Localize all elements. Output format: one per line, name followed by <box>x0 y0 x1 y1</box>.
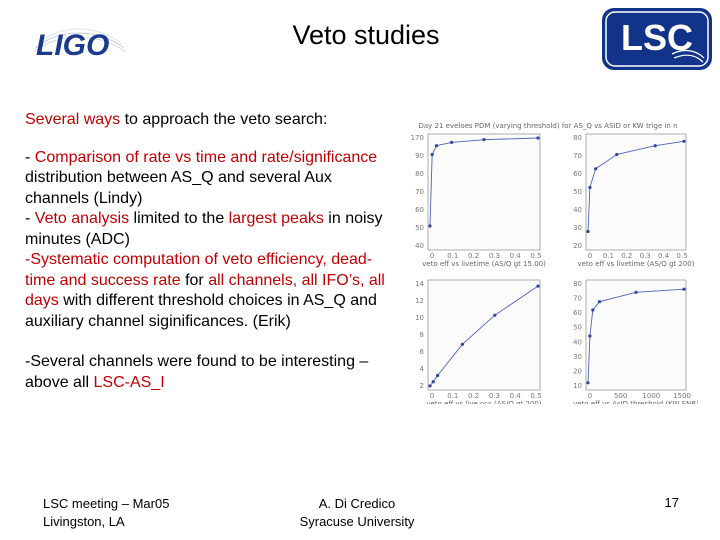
y-tick-label: 90 <box>415 152 424 160</box>
text-segment: Veto analysis <box>34 210 130 227</box>
y-tick-label: 4 <box>419 365 424 373</box>
veto-curve-point <box>428 224 431 227</box>
veto-curve-point <box>586 230 589 233</box>
x-tick-label: 0.2 <box>468 252 480 260</box>
x-tick-label: 1000 <box>642 392 661 400</box>
veto-curve-point <box>588 334 591 337</box>
text-segment: to approach the veto search: <box>120 111 328 128</box>
plot-frame <box>428 134 540 250</box>
bullet-systematic-computation <box>25 250 395 332</box>
y-tick-label: 30 <box>573 224 582 232</box>
y-tick-label: 50 <box>573 188 582 196</box>
veto-curve-point <box>450 141 453 144</box>
bullet-veto-analysis <box>25 209 395 250</box>
y-tick-label: 50 <box>415 224 424 232</box>
veto-curve-point <box>588 186 591 189</box>
text-segment: with different threshold choices in AS_Q and auxiliary channel siginificances. (Erik) <box>25 292 377 330</box>
y-tick-label: 60 <box>573 309 582 318</box>
text-segment: largest peaks <box>228 210 324 227</box>
x-tick-label: 0.3 <box>488 392 500 400</box>
x-tick-label: 0.1 <box>447 392 459 400</box>
x-tick-label: 0.3 <box>639 252 651 260</box>
x-tick-label: 0.2 <box>468 392 480 400</box>
veto-curve-point <box>594 167 597 170</box>
ligo-logo-text: LIGO <box>36 29 110 62</box>
slide-title: Veto studies <box>292 20 440 50</box>
x-tick-label: 0 <box>587 252 593 260</box>
x-tick-label: 0.5 <box>530 392 542 400</box>
y-tick-label: 60 <box>573 170 582 178</box>
veto-curve-point <box>682 140 685 143</box>
y-tick-label: 20 <box>573 367 582 376</box>
text-segment: limited to the <box>129 210 229 227</box>
text-segment: LSC-AS_I <box>93 373 165 391</box>
text-segment: all channels, all IFO’s, all days <box>25 271 385 309</box>
footer-meeting-info <box>43 495 169 531</box>
veto-curve-point <box>598 300 601 303</box>
y-tick-label: 50 <box>573 323 582 332</box>
text-segment: for <box>180 271 209 289</box>
text-segment: Comparison of rate vs time and rate/significance <box>34 148 378 166</box>
x-tick-label: 0 <box>587 392 593 400</box>
text-segment: Several ways <box>25 111 121 128</box>
y-tick-label: 6 <box>419 348 424 356</box>
footer-meeting: LSC meeting – Mar05 <box>43 496 170 511</box>
plot-panel-1 <box>411 134 546 268</box>
y-tick-label: 8 <box>419 331 424 339</box>
y-tick-label: 70 <box>573 294 582 303</box>
plot-frame <box>586 134 686 250</box>
veto-curve-point <box>431 153 434 156</box>
plot-frame <box>586 280 686 390</box>
veto-curve-point <box>536 136 539 139</box>
veto-curve-point <box>461 343 464 346</box>
x-axis-label: veto eff vs livetime (AS/Q gt 200) <box>577 260 695 268</box>
veto-curve-point <box>682 288 685 291</box>
plot-panel-3 <box>415 280 542 404</box>
y-tick-label: 80 <box>573 280 582 288</box>
x-axis-label: veto eff vs live ocs (AS/Q gt 200) <box>426 400 542 404</box>
slide-body <box>25 110 395 393</box>
y-tick-label: 80 <box>573 134 582 142</box>
veto-curve-point <box>586 381 589 384</box>
x-tick-label: 0.5 <box>530 252 542 260</box>
y-tick-label: 80 <box>415 170 424 178</box>
footer-location: Livingston, LA <box>43 514 125 529</box>
intro-line <box>25 110 395 131</box>
plot-panel-2 <box>573 134 695 268</box>
y-tick-label: 20 <box>573 242 582 250</box>
x-tick-label: 0.3 <box>488 252 500 260</box>
bullet-comparison <box>25 148 395 210</box>
veto-curve-point <box>432 380 435 383</box>
conclusion-line <box>25 352 395 393</box>
veto-curve-point <box>436 374 439 377</box>
y-tick-label: 30 <box>573 352 582 361</box>
veto-curve-point <box>654 144 657 147</box>
y-tick-label: 170 <box>410 134 424 142</box>
x-tick-label: 0.2 <box>621 252 633 260</box>
plot-panel-4 <box>573 280 698 404</box>
x-tick-label: 0.4 <box>658 252 670 260</box>
footer-author: A. Di Credico <box>318 496 396 511</box>
veto-curve-point <box>493 314 496 317</box>
x-tick-label: 0 <box>429 252 435 260</box>
lsc-logo-text: LSC <box>621 17 693 58</box>
y-tick-label: 14 <box>415 280 424 288</box>
veto-curve-point <box>435 144 438 147</box>
text-segment: - <box>25 210 35 227</box>
x-tick-label: 0.1 <box>602 252 614 260</box>
footer-author-info <box>280 495 434 531</box>
veto-curve-point <box>536 284 539 287</box>
text-segment: -Several channels were found to be interesting – above all <box>25 353 369 391</box>
y-tick-label: 40 <box>573 338 582 347</box>
y-tick-label: 12 <box>415 297 424 305</box>
veto-curve-point <box>591 308 594 311</box>
x-axis-label: veto eff vs livetime (AS/Q gt 15.00) <box>422 260 546 268</box>
y-tick-label: 2 <box>419 382 424 390</box>
x-axis-label: veto eff vs AsID threshold (KW SNR) <box>573 400 698 404</box>
text-segment: distribution between AS_Q and several Aux channels (Lindy) <box>25 169 332 207</box>
text-segment: - <box>25 148 35 166</box>
y-tick-label: 70 <box>573 152 582 160</box>
veto-curve-point <box>428 384 431 387</box>
y-tick-label: 40 <box>573 206 582 214</box>
text-segment: in noisy minutes (ADC) <box>25 210 383 248</box>
x-tick-label: 0 <box>429 392 435 400</box>
lsc-logo <box>600 6 714 72</box>
y-tick-label: 40 <box>415 242 424 250</box>
veto-curve-point <box>634 291 637 294</box>
y-tick-label: 60 <box>415 206 424 214</box>
page-number: 17 <box>664 495 679 510</box>
y-tick-label: 70 <box>415 188 424 196</box>
x-tick-label: 1500 <box>673 392 691 400</box>
veto-plots-figure <box>398 118 698 404</box>
x-tick-label: 0.1 <box>447 252 459 260</box>
y-tick-label: 10 <box>415 314 424 322</box>
veto-curve-point <box>482 138 485 141</box>
x-tick-label: 0.4 <box>509 392 521 400</box>
text-segment: -Systematic computation of veto efficiency, dead-time and success rate <box>25 251 373 289</box>
x-tick-label: 0.5 <box>676 252 688 260</box>
footer-affiliation: Syracuse University <box>299 514 415 529</box>
veto-curve-point <box>615 153 618 156</box>
x-tick-label: 500 <box>613 392 628 400</box>
x-tick-label: 0.4 <box>509 252 521 260</box>
y-tick-label: 10 <box>573 382 582 390</box>
plots-title: Day 21 eveloes PDM (varying threshold) for AS_Q vs ASID or KW trige in n <box>418 122 678 130</box>
